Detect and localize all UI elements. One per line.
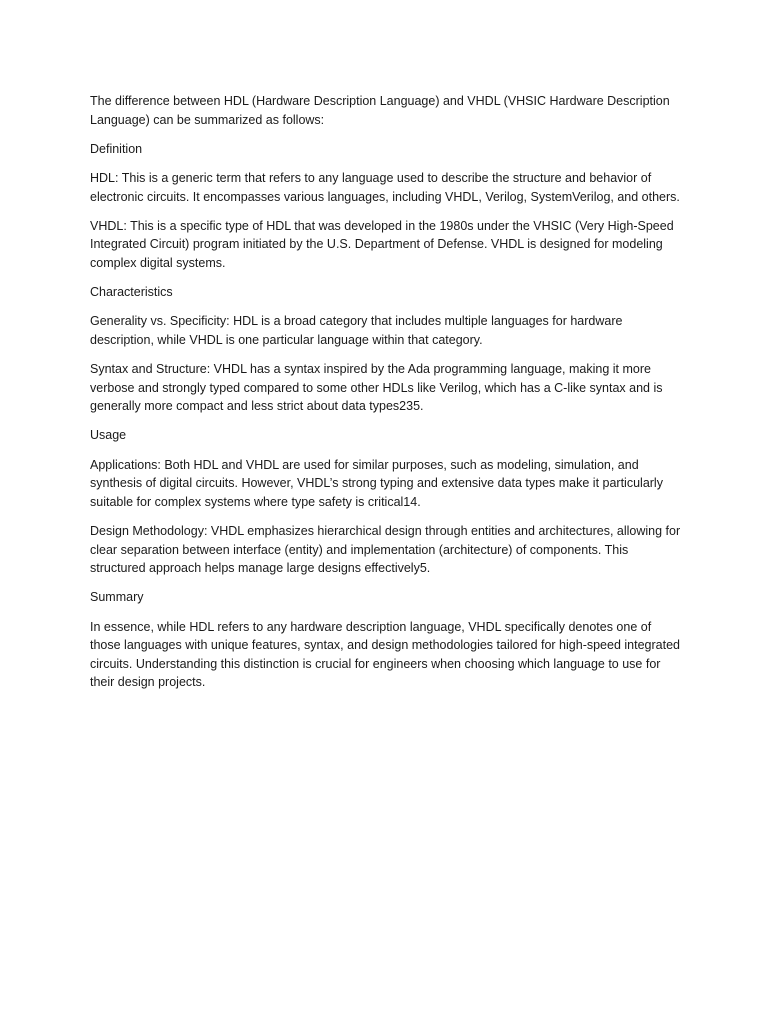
heading-definition: Definition [90, 141, 143, 156]
document-body [90, 92, 682, 703]
heading-usage: Usage [90, 428, 127, 443]
definition-hdl-paragraph: HDL: This is a generic term that refers to any language used to describe the structure and behavior of electronic circuits. It encompasses various languages, including VHDL, Verilog, SystemVerilog, and others. [90, 170, 680, 204]
usage-methodology-paragraph: Design Methodology: VHDL emphasizes hierarchical design through entities and architectures, allowing for clear separation between interface (entity) and implementation (architecture) of components. This structured approach helps manage large designs effectively5. [90, 524, 681, 576]
characteristics-generality-paragraph: Generality vs. Specificity: HDL is a broad category that includes multiple languages for hardware description, while VHDL is one particular language within that category. [90, 314, 623, 347]
usage-applications-paragraph: Applications: Both HDL and VHDL are used for similar purposes, such as modeling, simulation, and synthesis of digital circuits. However, VHDL’s strong typing and extensive data types make it particularly suitable for complex systems where type safety is critical14. [90, 457, 663, 509]
heading-characteristics: Characteristics [90, 285, 173, 300]
heading-summary: Summary [90, 590, 144, 605]
intro-paragraph: The difference between HDL (Hardware Description Language) and VHDL (VHSIC Hardware Description Language) can be summarized as follows: [90, 94, 670, 127]
characteristics-syntax-paragraph: Syntax and Structure: VHDL has a syntax inspired by the Ada programming language, making it more verbose and strongly typed compared to some other HDLs like Verilog, which has a C-like syntax and is generally more compact and less strict about data types235. [90, 362, 663, 414]
definition-vhdl-paragraph: VHDL: This is a specific type of HDL that was developed in the 1980s under the VHSIC (Very High-Speed Integrated Circuit) program initiated by the U.S. Department of Defense. VHDL is designed for modeling complex digital systems. [90, 218, 674, 270]
summary-paragraph: In essence, while HDL refers to any hardware description language, VHDL specifically denotes one of those languages with unique features, syntax, and design methodologies tailored for high-speed integrated circuits. Understanding this distinction is crucial for engineers when choosing which language to use for their design projects. [90, 619, 680, 690]
